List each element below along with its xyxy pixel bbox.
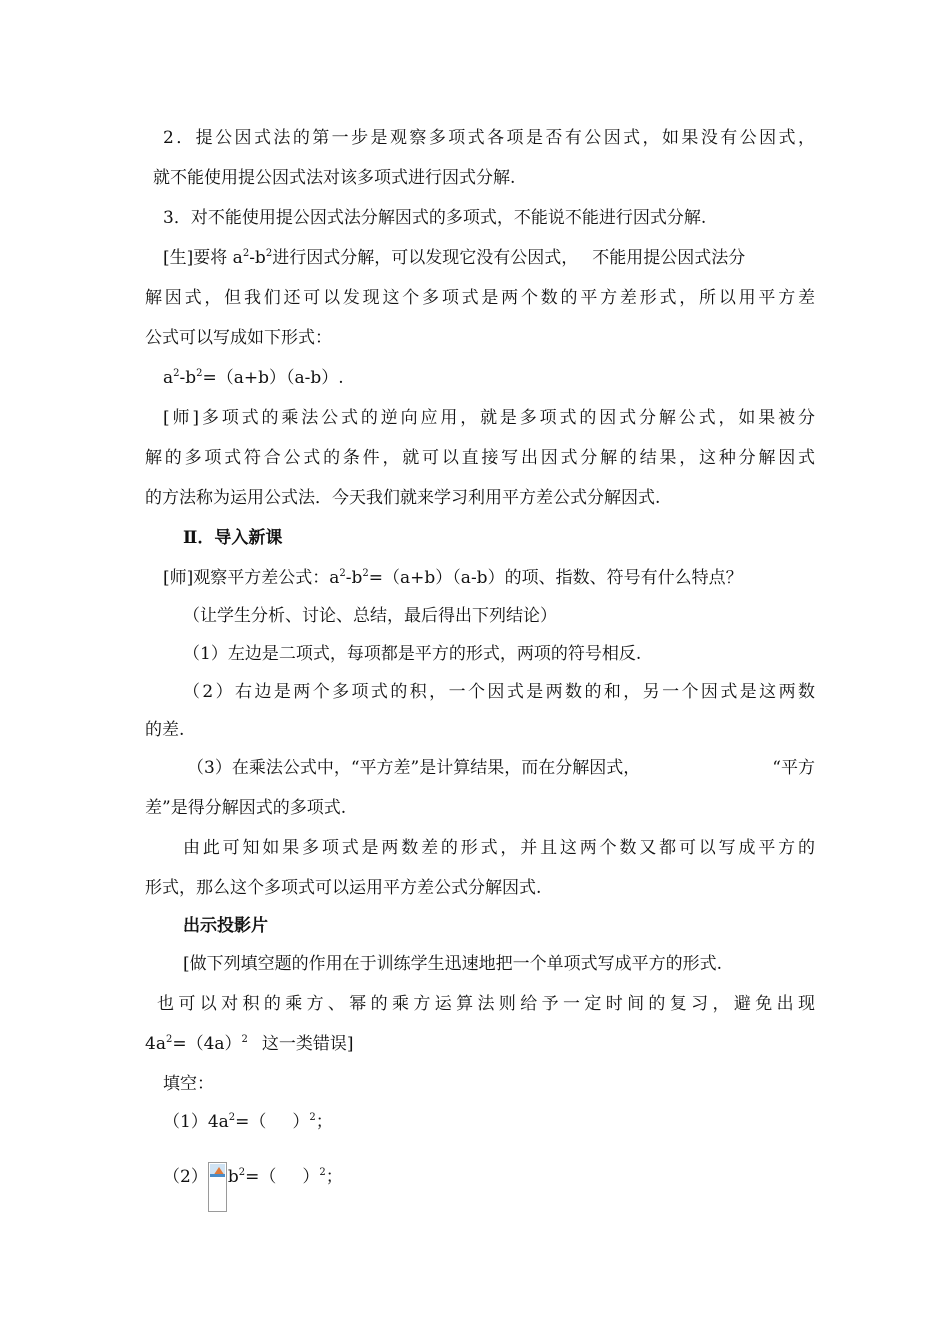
paragraph-line: （1）左边是二项式，每项都是平方的形式，两项的符号相反. [183,644,642,664]
paragraph-line: 的方法称为运用公式法．今天我们就来学习利用平方差公式分解因式. [145,488,661,508]
text-run: 进行因式分解，可以发现它没有公因式， [272,248,579,268]
text-run: ； [315,1112,333,1132]
paragraph-line: 2．提公因式法的第一步是观察多项式各项是否有公因式，如果没有公因式， [163,128,815,148]
text-run: -b [345,568,363,588]
text-run: （2） [163,1167,208,1187]
text-run: =（a+b）（a-b）. [202,368,344,388]
text-run: =（4a） [172,1034,242,1054]
exponent: 2 [173,368,180,379]
exercise-item [163,1110,833,1134]
paragraph-line: 解因式，但我们还可以发现这个多项式是两个数的平方差形式，所以用平方差 [145,288,815,308]
text-run: ） [302,1167,320,1187]
exponent: 2 [309,1112,316,1123]
paragraph-line: 就不能使用提公因式法对该多项式进行因式分解. [153,168,516,188]
exponent: 2 [228,1112,236,1123]
exponent: 2 [362,568,369,579]
paragraph-line: 解的多项式符合公式的条件，就可以直接写出因式分解的结果，这种分解因式 [145,448,815,468]
exponent: 2 [265,248,273,259]
paragraph-line: 填空： [163,1074,214,1094]
text-run: =（a+b）（a-b）的项、指数、符号有什么特点？ [368,568,743,588]
text-run: （1）4a [163,1112,229,1132]
exponent: 2 [339,568,346,579]
paragraph-line [187,756,815,780]
text-run: ） [292,1112,310,1132]
exponent: 2 [196,368,203,379]
text-run: -b [249,248,266,268]
formula-line [163,366,833,390]
paragraph-line: 形式，那么这个多项式可以运用平方差公式分解因式. [145,878,542,898]
text-run: -b [179,368,197,388]
broken-image-icon [208,1162,227,1212]
paragraph-line [145,1032,815,1056]
section-heading: Ⅱ．导入新课 [183,528,283,548]
paragraph-line [163,566,833,590]
paragraph-line: 也可以对积的乘方、幂的乘方运算法则给予一定时间的复习，避免出现 [157,994,815,1014]
text-run: “平方 [772,758,815,778]
exponent: 2 [165,1034,173,1045]
text-run: =（ [245,1167,277,1187]
text-run: 不能用提公因式法分 [592,248,746,268]
text-run: b [227,1167,239,1187]
paragraph-line: 3．对不能使用提公因式法分解因式的多项式，不能说不能进行因式分解. [163,208,707,228]
text-run: 4a [145,1034,166,1054]
text-run: =（ [235,1112,267,1132]
paragraph-line: （2）右边是两个多项式的积，一个因式是两数的和，另一个因式是这两数 [183,682,815,702]
text-run: （3）在乘法公式中，“平方差”是计算结果，而在分解因式， [187,758,641,778]
paragraph-line: （让学生分析、讨论、总结，最后得出下列结论） [183,606,557,626]
paragraph-line: 由此可知如果多项式是两数差的形式，并且这两个数又都可以写成平方的 [183,838,815,858]
paragraph-line [163,246,833,270]
exponent: 2 [319,1167,326,1178]
paragraph-line: 差”是得分解因式的多项式. [145,798,347,818]
text-run: [生]要将 a [163,248,243,268]
paragraph-line: 公式可以写成如下形式： [145,328,332,348]
exponent: 2 [241,1034,248,1045]
paragraph-line: [做下列填空题的作用在于训练学生迅速地把一个单项式写成平方的形式. [183,954,723,974]
exponent: 2 [238,1167,246,1178]
exercise-item [163,1162,833,1212]
text-run: 这一类错误] [261,1034,354,1054]
text-run: [师]观察平方差公式：a [163,568,340,588]
paragraph-line: [师]多项式的乘法公式的逆向应用，就是多项式的因式分解公式，如果被分 [163,408,815,428]
text-run: a [163,368,174,388]
exponent: 2 [242,248,250,259]
section-heading: 出示投影片 [183,916,268,936]
paragraph-line: 的差. [145,720,185,740]
text-run: ； [325,1167,343,1187]
